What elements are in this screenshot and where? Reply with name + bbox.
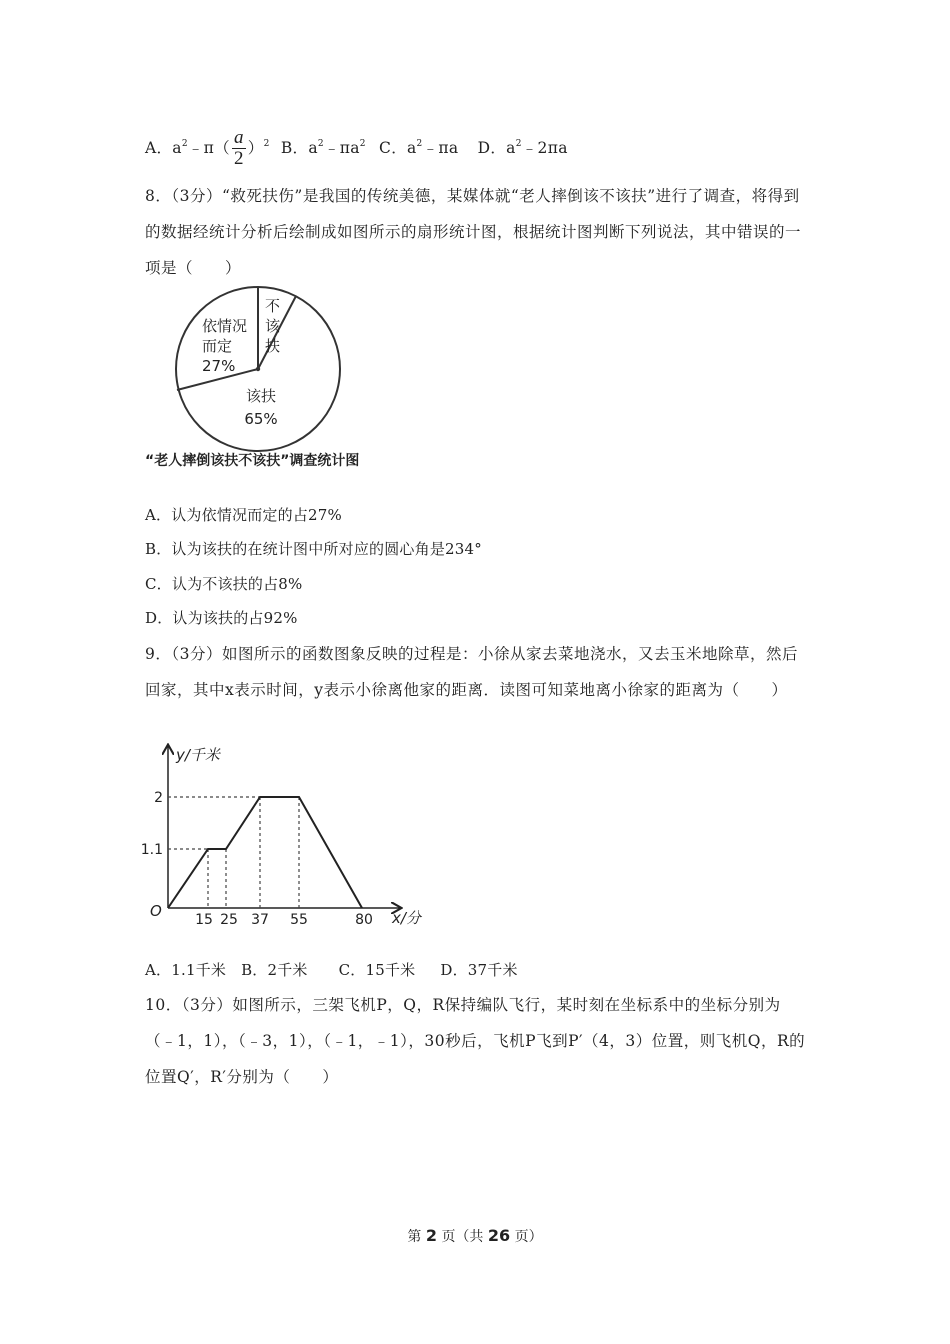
x-tick-15: 15 — [195, 912, 213, 928]
q8-option-a: A．认为依情况而定的占27% — [145, 506, 342, 524]
pie-label-yes: 该扶 — [245, 387, 277, 405]
y-axis-label: y/千米 — [176, 746, 220, 764]
q7-option-c: C．$a^2﹣\pi a$ — [379, 138, 459, 157]
x-axis-label: x/分 — [392, 909, 421, 927]
q8-option-c: C．认为不该扶的占8% — [145, 575, 303, 593]
x-tick-25: 25 — [220, 912, 238, 928]
q7-option-a: A．$a^2﹣\pi$（ $\frac{a}{2}$ ）$^2$ — [145, 127, 270, 169]
page-footer: 第 2 页（共 26 页） — [407, 1226, 543, 1245]
q9-options — [145, 959, 518, 980]
q8-option-d: D．认为该扶的占92% — [145, 609, 298, 627]
q8-stem: 8．（3分）“救死扶伤”是我国的传统美德，某媒体就“老人摔倒该不该扶”进行了调查，将得到的数据经统计分析后绘制成如图所示的扇形统计图，根据统计图判断下列说法，其中错误的一项是（ ） — [145, 187, 802, 277]
y-tick-2: 2 — [154, 790, 163, 806]
q7-option-d: D．$a^2﹣2\pi a$ — [477, 138, 568, 157]
current-page: 2 — [425, 1226, 437, 1245]
q7-options — [145, 128, 568, 169]
x-tick-55: 55 — [290, 912, 308, 928]
pie-label-depends-1: 依情况 — [202, 317, 248, 335]
q7-option-b: B．$a^2﹣\pi a^2$ — [280, 138, 366, 157]
pie-label-no-2: 该 — [265, 317, 281, 335]
q9-option-d: D．37千米 — [440, 961, 518, 979]
guide-lines — [168, 797, 299, 908]
distance-time-line — [168, 797, 362, 908]
origin-label: O — [150, 902, 162, 920]
q8-option-b: B．认为该扶的在统计图中所对应的圆心角是234° — [145, 540, 482, 558]
q10-stem: 10．（3分）如图所示，三架飞机P，Q，R保持编队飞行，某时刻在坐标系中的坐标分别为（﹣1，1），（﹣3，1），（﹣1，﹣1），30秒后，飞机P飞到P′（4，3）位置，则飞机Q，R的位置Q′，R′分别为（ ） — [145, 996, 806, 1086]
pie-center-dot — [256, 367, 260, 371]
q9-option-a: A．1.1千米 — [145, 961, 227, 979]
pie-label-no-1: 不 — [265, 297, 281, 315]
y-tick-1-1: 1.1 — [140, 842, 163, 858]
pie-label-depends-2: 而定 — [202, 337, 233, 355]
pie-label-no-3: 扶 — [265, 337, 281, 355]
q8-pie-chart — [140, 284, 410, 474]
pie-caption: “老人摔倒该扶不该扶”调查统计图 — [145, 453, 360, 469]
total-pages: 26 — [487, 1226, 511, 1245]
pie-label-yes-pct: 65% — [244, 410, 278, 428]
q9-option-c: C．15千米 — [338, 961, 416, 979]
q9-stem: 9．（3分）如图所示的函数图象反映的过程是：小徐从家去菜地浇水，又去玉米地除草，然后回家，其中x表示时间，y表示小徐离他家的距离．读图可知菜地离小徐家的距离为（ ） — [145, 645, 798, 699]
fraction-a-over-2: $\frac{a}{2}$ — [233, 127, 244, 169]
q9-function-graph — [138, 740, 438, 930]
pie-label-depends-pct: 27% — [202, 357, 236, 375]
x-tick-80: 80 — [355, 912, 373, 928]
q9-option-b: B．2千米 — [241, 961, 308, 979]
x-tick-37: 37 — [251, 912, 269, 928]
